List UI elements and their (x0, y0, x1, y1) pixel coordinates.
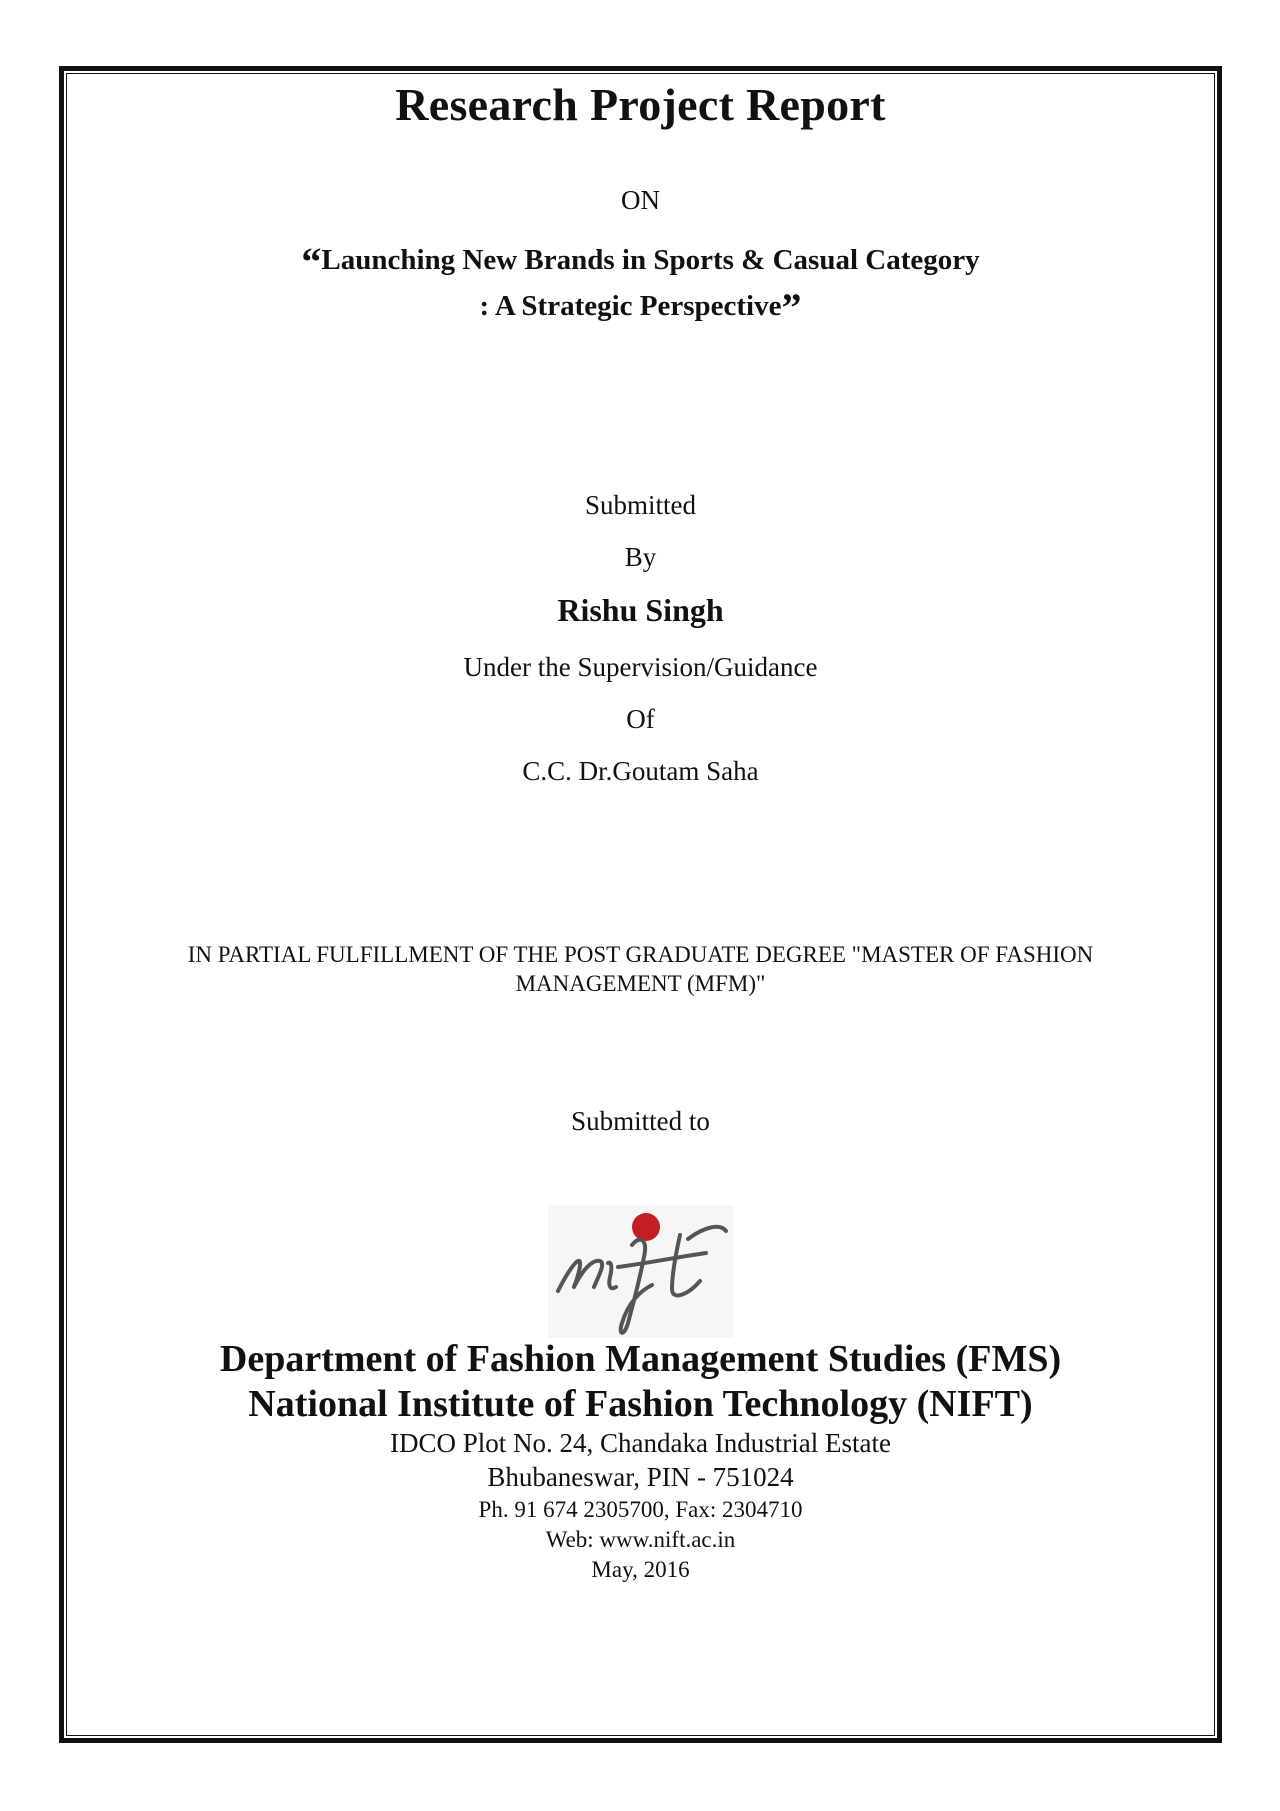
institution-name: National Institute of Fashion Technology (NIFT) (248, 1383, 1033, 1425)
topic-line-2-text: : A Strategic Perspective (479, 290, 782, 322)
logo-red-dot (632, 1213, 660, 1241)
of-label: Of (626, 704, 655, 734)
open-quote: “ (301, 239, 322, 284)
department-name: Department of Fashion Management Studies (FMS) (219, 1338, 1062, 1380)
report-topic-line-1 (66, 239, 1215, 284)
logo-script-strokes (558, 1227, 726, 1333)
fulfillment-line-2: MANAGEMENT (MFM)" (515, 971, 766, 996)
phone-fax: Ph. 91 674 2305700, Fax: 2304710 (478, 1497, 803, 1522)
author-name: Rishu Singh (557, 592, 724, 628)
nift-logo (548, 1205, 734, 1338)
submitted-to-label: Submitted to (571, 1106, 710, 1136)
by-label: By (624, 542, 657, 572)
submitted-label: Submitted (584, 490, 696, 520)
address-line-2: Bhubaneswar, PIN - 751024 (487, 1462, 794, 1492)
website: Web: www.nift.ac.in (545, 1527, 736, 1552)
report-date: May, 2016 (591, 1557, 690, 1582)
supervision-label: Under the Supervision/Guidance (463, 652, 818, 682)
address-line-1: IDCO Plot No. 24, Chandaka Industrial Estate (390, 1428, 891, 1458)
guide-name: C.C. Dr.Goutam Saha (522, 756, 759, 786)
nift-logo-graphic (548, 1205, 734, 1338)
topic-line-1-text: Launching New Brands in Sports & Casual Category (321, 244, 980, 276)
report-title: Research Project Report (395, 79, 886, 130)
fulfillment-line-1: IN PARTIAL FULFILLMENT OF THE POST GRADUATE DEGREE "MASTER OF FASHION (187, 942, 1094, 967)
logo-text: nift (556, 1335, 558, 1336)
report-topic-line-2 (66, 285, 1215, 330)
close-quote: ” (781, 285, 802, 330)
on-label: ON (621, 185, 660, 215)
